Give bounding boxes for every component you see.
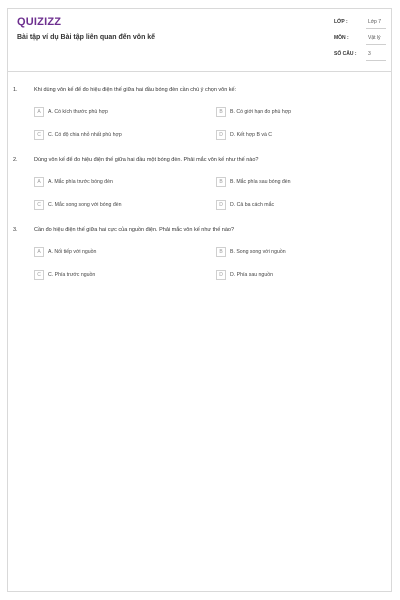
question-text: Khi dùng vôn kế để đo hiệu điện thế giữa hai đầu bóng đèn cần chú ý chọn vôn kế: [34, 87, 237, 93]
meta-grade-label: LỚP : [334, 19, 348, 25]
quizizz-logo: QUIZIZZ [17, 16, 62, 28]
question-number: 2. [13, 157, 18, 163]
meta-count-value: 3 [368, 51, 371, 57]
option-text: D. Kết hợp B và C [230, 132, 273, 138]
meta-subject-value: Vật lý [368, 35, 381, 41]
worksheet-meta [334, 17, 386, 65]
question-text: Cần đo hiệu điện thế giữa hai cực của nguồn điện. Phải mắc vôn kế như thế nào? [34, 227, 235, 233]
option-letter-box: C [34, 270, 44, 280]
question-number: 1. [13, 87, 18, 93]
option-letter-box: D [216, 200, 226, 210]
option-text: A. Có kích thước phù hợp [48, 109, 108, 115]
question-number: 3. [13, 227, 18, 233]
option-text: A. Mắc phía trước bóng đèn [48, 179, 113, 185]
option-letter-box: A [34, 177, 44, 187]
option-letter-box: D [216, 130, 226, 140]
option-text: C. Có độ chia nhỏ nhất phù hợp [48, 132, 122, 138]
option-letter-box: A [34, 107, 44, 117]
meta-subject-row [334, 33, 386, 49]
option-text: B. Song song với nguồn [230, 249, 286, 255]
option-text: C. Mắc song song với bóng đèn [48, 202, 122, 208]
option-text: D. Phía sau nguồn [230, 272, 273, 278]
meta-subject-underline [366, 44, 386, 45]
page-title: Bài tập ví dụ Bài tập liên quan đến vôn kế [17, 34, 156, 41]
meta-count-label: SỐ CÂU : [334, 51, 357, 57]
option-letter-box: C [34, 200, 44, 210]
meta-count-row [334, 49, 386, 65]
meta-subject-label: MÔN : [334, 35, 349, 41]
option-text: B. Có giới hạn đo phù hợp [230, 109, 292, 115]
meta-grade-value: Lớp 7 [368, 19, 382, 25]
question-text: Dùng vôn kế để đo hiệu điện thế giữa hai đầu một bóng đèn. Phải mắc vôn kế như thế nào? [34, 157, 259, 163]
option-text: A. Nối tiếp với nguồn [48, 249, 97, 255]
worksheet-header [8, 9, 391, 72]
meta-grade-underline [366, 28, 386, 29]
option-letter-box: B [216, 247, 226, 257]
option-letter-box: A [34, 247, 44, 257]
option-letter-box: B [216, 107, 226, 117]
meta-grade-row [334, 17, 386, 33]
option-letter-box: D [216, 270, 226, 280]
option-letter-box: B [216, 177, 226, 187]
option-text: D. Cả ba cách mắc [230, 202, 275, 208]
meta-count-underline [366, 60, 386, 61]
worksheet-sheet [7, 8, 392, 592]
option-text: B. Mắc phía sau bóng đèn [230, 179, 291, 185]
option-letter-box: C [34, 130, 44, 140]
option-text: C. Phía trước nguồn [48, 272, 96, 278]
